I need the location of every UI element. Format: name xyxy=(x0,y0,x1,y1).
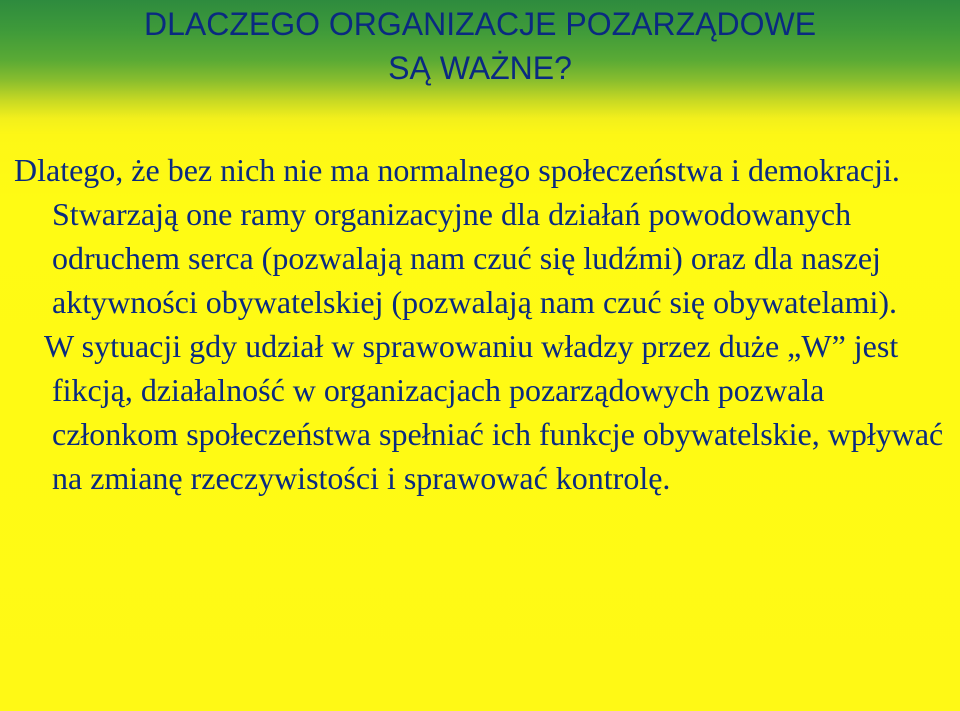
slide-title-line-2: SĄ WAŻNE? xyxy=(388,50,572,86)
paragraph-2: W sytuacji gdy udział w sprawowaniu władzy przez duże „W” jest fikcją, działalność w organizacjach pozarządowych pozwala członkom społeczeństwa spełniać ich funkcje obywatelskie, wpływać na zmianę rzeczywistości i sprawować kontrolę. xyxy=(44,328,944,496)
paragraph-1: Dlatego, że bez nich nie ma normalnego społeczeństwa i demokracji. Stwarzają one ramy organizacyjne dla działań powodowanych odruchem serca (pozwalają nam czuć się ludźmi) oraz dla naszej aktywności obywatelskiej (pozwalają nam czuć się obywatelami). xyxy=(14,152,900,320)
slide-title-line-1: DLACZEGO ORGANIZACJE POZARZĄDOWE xyxy=(143,6,817,42)
slide-body xyxy=(14,148,954,500)
slide-title xyxy=(0,2,960,90)
